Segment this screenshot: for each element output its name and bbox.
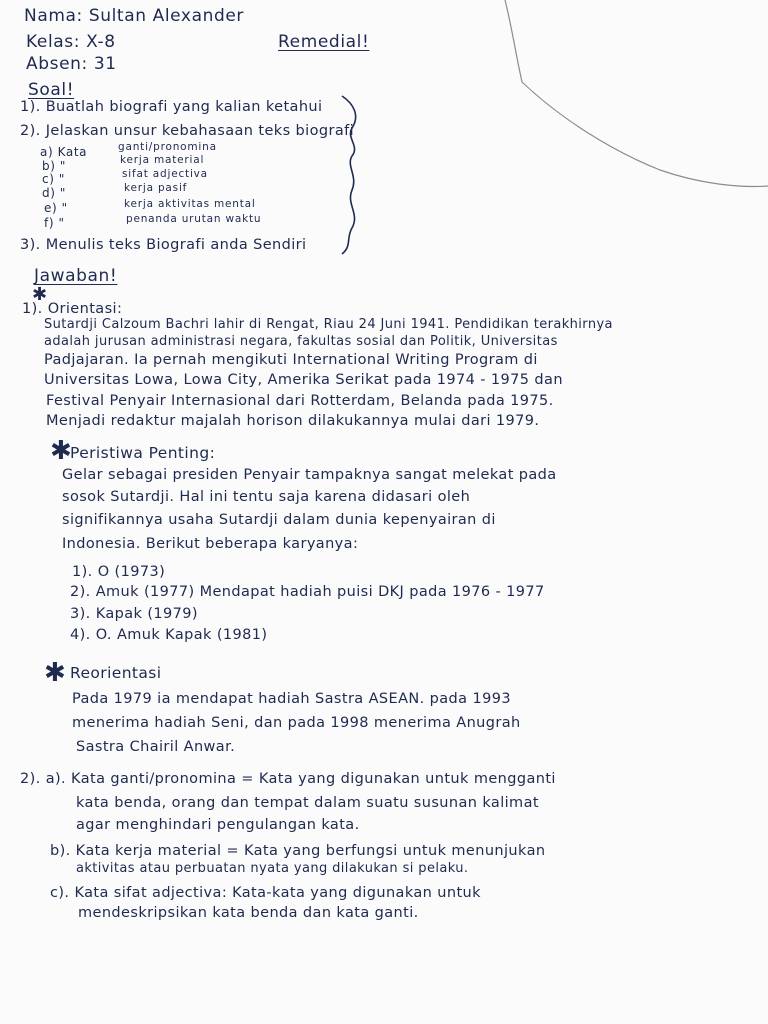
pencil-line: [505, 0, 768, 186]
orientasi-heading: 1). Orientasi:: [22, 301, 123, 317]
soal-q3: 3). Menulis teks Biografi anda Sendiri: [20, 237, 307, 253]
soal-item-mark: b) ": [42, 159, 67, 173]
soal-brace: [342, 96, 356, 254]
bullet-star-icon: ✱: [32, 284, 48, 305]
text-line: kata benda, orang dan tempat dalam suatu susunan kalimat: [76, 795, 539, 811]
text-line: Pada 1979 ia mendapat hadiah Sastra ASEAN. pada 1993: [72, 691, 511, 707]
soal-item-text: kerja aktivitas mental: [124, 198, 256, 210]
text-line: Festival Penyair Internasional dari Rotterdam, Belanda pada 1975.: [46, 393, 554, 409]
text-line: Universitas Lowa, Lowa City, Amerika Serikat pada 1974 - 1975 dan: [44, 372, 563, 388]
soal-q1: 1). Buatlah biografi yang kalian ketahui: [20, 99, 323, 115]
text-line: Sutardji Calzoum Bachri lahir di Rengat, Riau 24 Juni 1941. Pendidikan terakhirnya: [44, 317, 613, 332]
list-item: 4). O. Amuk Kapak (1981): [70, 627, 268, 643]
soal-item-text: ganti/pronomina: [118, 141, 217, 153]
jawaban-heading: Jawaban!: [34, 266, 118, 286]
text-line: Padjajaran. Ia pernah mengikuti International Writing Program di: [44, 352, 538, 368]
soal-heading: Soal!: [28, 80, 75, 100]
text-line: aktivitas atau perbuatan nyata yang dilakukan si pelaku.: [76, 861, 469, 876]
student-name: Nama: Sultan Alexander: [24, 6, 244, 26]
text-line: b). Kata kerja material = Kata yang berfungsi untuk menunjukan: [50, 843, 546, 859]
text-line: mendeskripsikan kata benda dan kata ganti.: [78, 905, 419, 921]
text-line: Menjadi redaktur majalah horison dilakukannya mulai dari 1979.: [46, 413, 540, 429]
text-line: sosok Sutardji. Hal ini tentu saja karena didasari oleh: [62, 489, 471, 505]
soal-item-mark: d) ": [42, 186, 67, 200]
page-title: Remedial!: [278, 32, 370, 52]
bullet-star-icon: ✱: [50, 436, 72, 466]
reorientasi-heading: Reorientasi: [70, 664, 162, 682]
soal-item-text: kerja pasif: [124, 182, 188, 194]
soal-item-mark: e) ": [44, 201, 68, 215]
text-line: c). Kata sifat adjectiva: Kata-kata yang digunakan untuk: [50, 885, 481, 901]
text-line: agar menghindari pengulangan kata.: [76, 817, 360, 833]
text-line: Indonesia. Berikut beberapa karyanya:: [62, 536, 359, 552]
student-number: Absen: 31: [26, 54, 117, 74]
soal-item-mark: c) ": [42, 172, 66, 186]
text-line: menerima hadiah Seni, dan pada 1998 menerima Anugrah: [72, 715, 521, 731]
text-line: adalah jurusan administrasi negara, fakultas sosial dan Politik, Universitas: [44, 334, 558, 349]
list-item: 2). Amuk (1977) Mendapat hadiah puisi DKJ pada 1976 - 1977: [70, 584, 545, 600]
text-line: Sastra Chairil Anwar.: [76, 739, 236, 755]
text-line: signifikannya usaha Sutardji dalam dunia kepenyairan di: [62, 512, 496, 528]
list-item: 1). O (1973): [72, 564, 166, 580]
soal-item-mark: f) ": [44, 216, 65, 230]
text-line: 2). a). Kata ganti/pronomina = Kata yang digunakan untuk mengganti: [20, 771, 556, 787]
soal-item-text: kerja material: [120, 154, 205, 166]
text-line: Gelar sebagai presiden Penyair tampaknya sangat melekat pada: [62, 467, 557, 483]
soal-item-text: penanda urutan waktu: [126, 213, 262, 225]
soal-item-text: sifat adjectiva: [122, 168, 208, 180]
soal-item-mark: a) Kata: [40, 145, 88, 159]
bullet-star-icon: ✱: [44, 658, 66, 688]
student-class: Kelas: X-8: [26, 32, 116, 52]
soal-q2: 2). Jelaskan unsur kebahasaan teks biografi: [20, 123, 355, 139]
peristiwa-heading: Peristiwa Penting:: [70, 444, 216, 462]
list-item: 3). Kapak (1979): [70, 606, 198, 622]
